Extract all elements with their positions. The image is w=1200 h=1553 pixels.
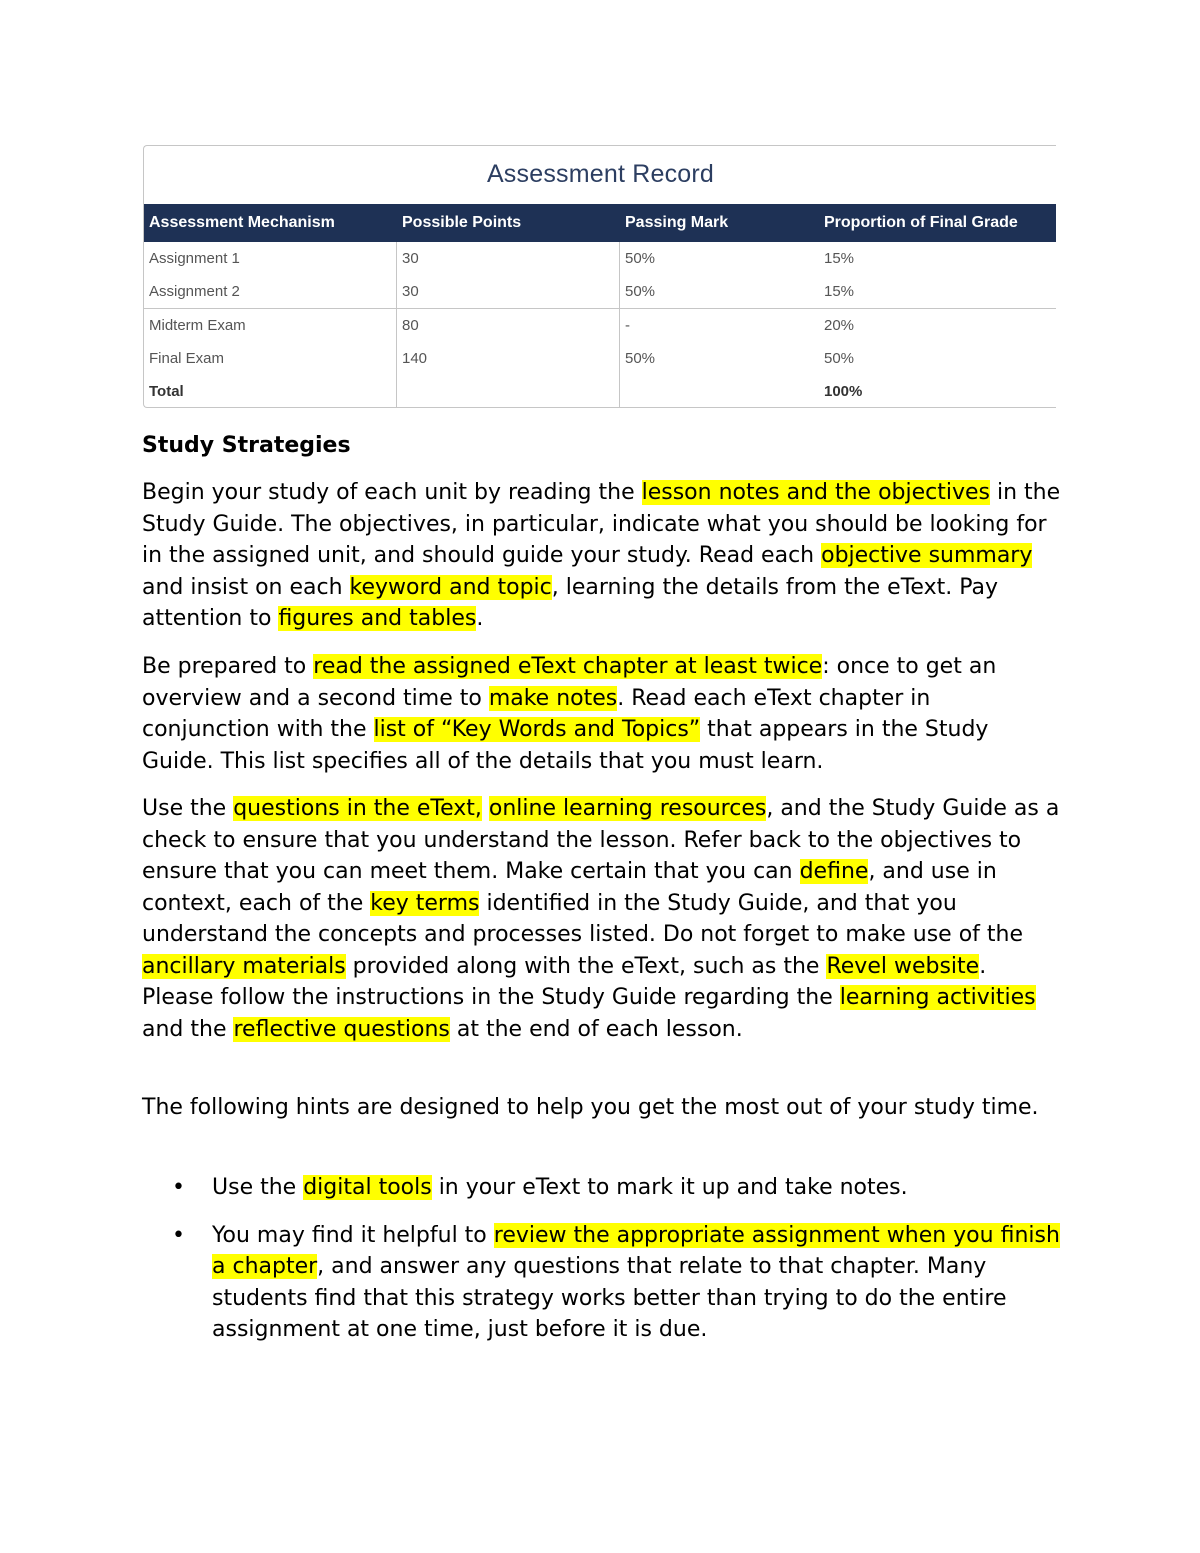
paragraph: The following hints are designed to help you get the most out of your study time. [142,1095,1039,1120]
text-run: . [476,606,484,631]
table-cell: 50% [824,350,855,367]
text-run: provided along with the eText, such as the [345,953,827,979]
text-run: in the Study Guide. The objectives, in particular, indicate what you should be looking for in the assigned unit, and should guide your study. Read each [142,480,1061,568]
table-cell: 20% [824,317,855,334]
table-cell [620,375,819,408]
list-item [142,1172,1062,1204]
highlighted-text: define [799,859,869,884]
table-cell: 140 [402,350,428,367]
highlighted-text: questions in the eText, [233,796,482,821]
text-run: Begin your study of each unit by reading the [142,480,642,505]
highlighted-text: objective summary [821,543,1033,568]
text-run: in your eText to mark it up and take notes. [431,1175,908,1200]
header-passing-mark: Passing Mark [625,214,729,231]
text-run: , and answer any questions that relate to that chapter. Many students find that this strategy works better than trying to do the entire assignment at one time, just before it is due. [212,1254,1007,1342]
highlighted-text: review the appropriate assignment when you finish a chapter [212,1222,1060,1279]
header-assessment-mechanism: Assessment Mechanism [149,214,335,231]
text-run: . Read each eText chapter in conjunction with the [142,685,931,742]
bullet-icon: • [172,1222,185,1248]
paragraph [142,651,1062,777]
highlighted-text: lesson notes and the objectives [641,480,990,505]
section-heading: Study Strategies [142,433,351,458]
table-cell: 50% [625,250,656,267]
table-cell: 30 [402,283,419,300]
text-run: Use the [142,796,234,821]
highlighted-text: list of “Key Words and Topics” [373,717,701,742]
table-row [144,342,1056,375]
table-row [144,275,1056,308]
text-run: and insist on each [142,574,350,600]
table-cell: Assignment 2 [149,283,240,300]
text-run: Be prepared to [142,654,314,679]
table-header-row [144,204,1056,242]
text-run: , and use in context, each of the [142,859,997,916]
table-title: Assessment Record [486,160,715,188]
assessment-record-table [143,145,1056,408]
highlighted-text: reflective questions [233,1016,450,1042]
table-cell: Total [149,383,184,400]
text-run: at the end of each lesson. [449,1016,743,1042]
text-run: , learning the details from the eText. Pay attention to [142,574,998,631]
text-run: : once to get an overview and a second time to [142,654,997,711]
paragraph [142,793,1062,1045]
table-cell: 15% [824,283,855,300]
table-cell: 15% [824,250,855,267]
header-proportion-final-grade: Proportion of Final Grade [824,214,1018,231]
text-run: and the [142,1016,234,1042]
text-run: You may find it helpful to [212,1222,494,1248]
text-run: that appears in the Study Guide. This list specifies all of the details that you must learn. [142,717,989,774]
highlighted-text: learning activities [839,985,1036,1010]
table-cell: 50% [625,350,656,367]
highlighted-text: digital tools [303,1175,432,1200]
table-row [144,242,1056,275]
text-run: . Please follow the instructions in the Study Guide regarding the [142,953,987,1010]
table-cell: 100% [824,383,863,400]
text-run: , and the Study Guide as a check to ensure that you understand the lesson. Refer back to the objectives to ensure that you can meet them. Make certain that you can [142,796,1060,884]
text-run: identified in the Study Guide, and that you understand the concepts and processes listed. Do not forget to make use of the [142,890,1023,947]
text-run: Use the [212,1175,304,1200]
text-run [482,796,489,821]
table-cell: 50% [625,283,656,300]
list-item [142,1220,1062,1346]
table-cell: Final Exam [149,350,225,367]
table-cell: - [625,317,630,334]
highlighted-text: online learning resources [488,796,767,821]
highlighted-text: key terms [370,890,480,916]
highlighted-text: ancillary materials [142,953,346,979]
paragraph [142,477,1062,635]
highlighted-text: make notes [488,685,618,711]
highlighted-text: keyword and topic [349,574,552,600]
bullet-icon: • [172,1175,185,1200]
table-cell: 80 [402,317,419,334]
highlighted-text: figures and tables [278,606,477,631]
table-cell: 30 [402,250,419,267]
table-row [144,309,1056,342]
table-cell: Assignment 1 [149,250,240,267]
table-cell [397,375,620,408]
header-possible-points: Possible Points [402,214,522,231]
highlighted-text: Revel website [826,953,980,979]
table-cell: Midterm Exam [149,317,246,334]
table-row-total [144,375,1056,408]
highlighted-text: read the assigned eText chapter at least twice [313,654,823,679]
hints-list [142,1172,1062,1362]
